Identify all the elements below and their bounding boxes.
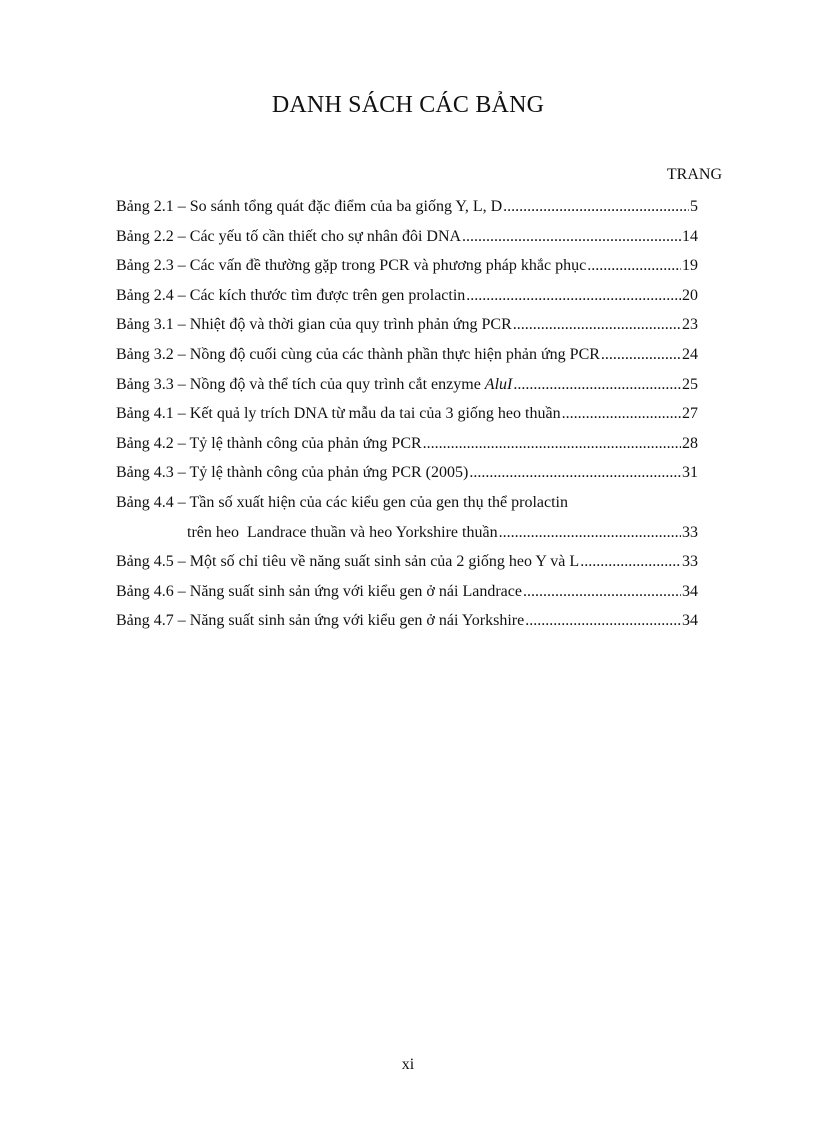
enzyme-name: AluI: [484, 375, 513, 393]
list-item[interactable]: [116, 375, 698, 405]
list-item[interactable]: [116, 552, 698, 582]
list-item-continuation[interactable]: [116, 523, 698, 553]
entry-label: Bảng 4.6 – Năng suất sinh sản ứng với kiểu gen ở nái Landrace: [116, 582, 522, 600]
entry-page: 34: [682, 612, 698, 630]
entry-page: 5: [690, 198, 698, 215]
list-item[interactable]: [116, 227, 698, 257]
entry-page: 19: [682, 257, 698, 275]
entry-label: Bảng 4.7 – Năng suất sinh sản ứng với kiểu gen ở nái Yorkshire: [116, 612, 525, 630]
entry-label: Bảng 4.3 – Tỷ lệ thành công của phản ứng PCR (2005): [116, 464, 469, 482]
entry-label: Bảng 2.2 – Các yếu tố cần thiết cho sự nhân đôi DNA: [116, 227, 462, 245]
list-item[interactable]: [116, 582, 698, 612]
entry-page: 33: [682, 523, 698, 541]
entry-label: Bảng 2.4 – Các kích thước tìm được trên gen prolactin: [116, 286, 466, 304]
entry-page: 14: [682, 227, 698, 245]
list-item[interactable]: [116, 345, 698, 375]
entry-label: Bảng 4.1 – Kết quả ly trích DNA từ mẫu da tai của 3 giống heo thuần: [116, 405, 561, 423]
list-item[interactable]: [116, 197, 698, 227]
list-item[interactable]: [116, 434, 698, 464]
dot-leader: [503, 197, 689, 217]
dot-leader: [587, 256, 681, 276]
entry-label-continued: trên heo Landrace thuần và heo Yorkshire thuần: [187, 523, 498, 541]
dot-leader: [469, 463, 681, 483]
list-item[interactable]: [116, 611, 698, 641]
entry-page: 27: [682, 405, 698, 423]
entry-label-main: Bảng 3.3 – Nồng độ và thể tích của quy trình cắt enzyme: [116, 375, 485, 393]
dot-leader: [499, 523, 681, 543]
entry-label: Bảng 3.2 – Nồng độ cuối cùng của các thành phần thực hiện phản ứng PCR: [116, 345, 600, 363]
dot-leader: [423, 434, 681, 454]
list-item[interactable]: [116, 315, 698, 345]
dot-leader: [580, 552, 681, 572]
entry-label: [116, 375, 512, 395]
list-item[interactable]: [116, 463, 698, 493]
entry-label: Bảng 4.5 – Một số chỉ tiêu về năng suất sinh sản của 2 giống heo Y và L: [116, 553, 580, 571]
dot-leader: [525, 611, 681, 631]
entry-page: 34: [682, 582, 698, 600]
entry-page: 25: [682, 375, 698, 393]
dot-leader: [601, 345, 681, 365]
entry-label: Bảng 2.3 – Các vấn đề thường gặp trong PCR và phương pháp khắc phục: [116, 257, 587, 275]
entry-page: 24: [682, 345, 698, 363]
entry-label: Bảng 2.1 – So sánh tổng quát đặc điểm của ba giống Y, L, D: [116, 198, 503, 215]
list-item[interactable]: [116, 493, 698, 523]
entry-page: 31: [682, 464, 698, 482]
entry-page: 33: [682, 553, 698, 571]
entry-page: 20: [682, 286, 698, 304]
entry-label: Bảng 4.2 – Tỷ lệ thành công của phản ứng PCR: [116, 434, 422, 452]
page-title: DANH SÁCH CÁC BẢNG: [271, 92, 545, 118]
entry-page: 28: [682, 434, 698, 452]
dot-leader: [466, 286, 681, 306]
page-column-header: TRANG: [666, 166, 722, 183]
dot-leader: [523, 582, 681, 602]
dot-leader: [513, 315, 681, 335]
dot-leader: [562, 404, 681, 424]
dot-leader: [513, 375, 681, 395]
list-item[interactable]: [116, 404, 698, 434]
entry-page: 23: [682, 316, 698, 334]
entry-label: Bảng 3.1 – Nhiệt độ và thời gian của quy trình phản ứng PCR: [116, 316, 512, 334]
list-item[interactable]: [116, 256, 698, 286]
table-list: [116, 197, 698, 641]
list-item[interactable]: [116, 286, 698, 316]
page-number: xi: [401, 1056, 415, 1073]
dot-leader: [462, 227, 681, 247]
entry-label: Bảng 4.4 – Tần số xuất hiện của các kiểu gen của gen thụ thể prolactin: [116, 493, 568, 511]
